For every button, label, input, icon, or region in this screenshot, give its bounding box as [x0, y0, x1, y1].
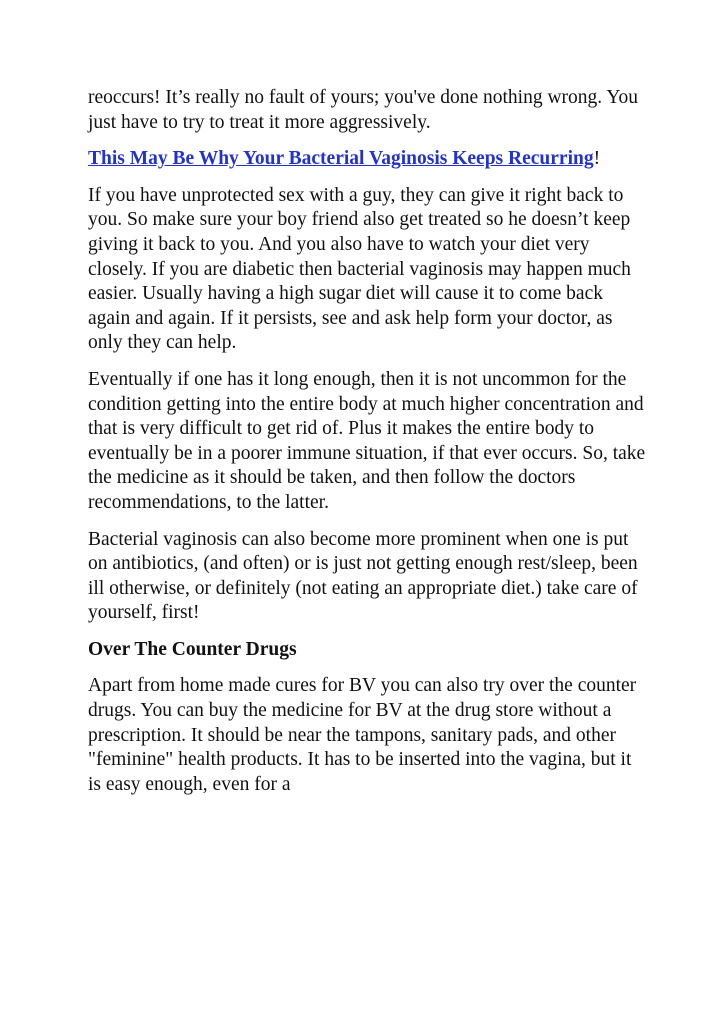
document-page — [88, 86, 648, 809]
paragraph-unprotected-sex: If you have unprotected sex with a guy, they can give it right back to you. So make sure your boy friend also get treated so he doesn’t keep giving it back to you. And you also have to watch your diet very closely. If you are diabetic then bacterial vaginosis may happen much easier. Usually having a high sugar diet will cause it to come back again and again. If it persists, see and ask help form your doctor, as only they can help. — [88, 184, 631, 354]
link-paragraph — [88, 147, 648, 172]
section-heading-otc-drugs: Over The Counter Drugs — [88, 638, 297, 660]
paragraph-otc-drugs: Apart from home made cures for BV you can also try over the counter drugs. You can buy the medicine for BV at the drug store without a prescription. It should be near the tampons, sanitary pads, and other "feminine" health products. It has to be inserted into the vagina, but it is easy enough, even for a — [88, 675, 637, 795]
link-suffix: ! — [593, 148, 601, 170]
paragraph-intro: reoccurs! It’s really no fault of yours; you've done nothing wrong. You just have to try to treat it more aggressively. — [88, 87, 638, 133]
bv-recurring-link[interactable]: This May Be Why Your Bacterial Vaginosis Keeps Recurring — [88, 148, 594, 170]
paragraph-antibiotics: Bacterial vaginosis can also become more prominent when one is put on antibiotics, (and often) or is just not getting enough rest/sleep, been ill otherwise, or definitely (not eating an appropriate diet.) take care of yourself, first! — [88, 528, 638, 624]
paragraph-eventually: Eventually if one has it long enough, then it is not uncommon for the condition getting into the entire body at much higher concentration and that is very difficult to get rid of. Plus it makes the entire body to eventually be in a poorer immune situation, if that ever occurs. So, take the medicine as it should be taken, and then follow the doctors recommendations, to the latter. — [88, 368, 646, 513]
